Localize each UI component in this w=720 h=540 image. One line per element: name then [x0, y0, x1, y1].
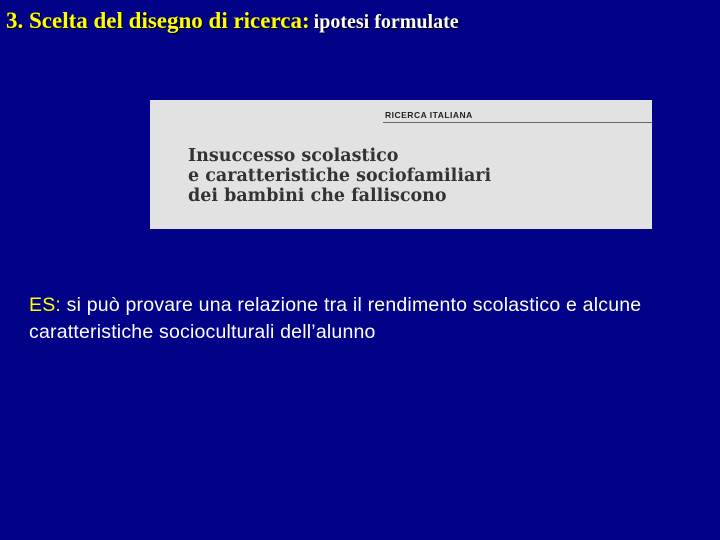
example-text: si può provare una relazione tra il rendimento scolastico e alcune caratteristiche socioculturali dell’alunno	[29, 294, 642, 343]
slide-title-main: 3. Scelta del disegno di ricerca:	[6, 8, 310, 33]
scanned-article-clipping	[150, 100, 652, 229]
clipping-headline	[188, 146, 491, 206]
slide-title	[6, 8, 459, 34]
slide-title-sub: ipotesi formulate	[313, 11, 459, 33]
clipping-headline-line-3: dei bambini che falliscono	[188, 186, 447, 206]
clipping-headline-line-2: e caratteristiche sociofamiliari	[188, 166, 492, 186]
clipping-rule	[383, 122, 652, 123]
example-paragraph	[29, 292, 699, 346]
clipping-headline-line-1: Insuccesso scolastico	[188, 146, 399, 166]
clipping-section-header: RICERCA ITALIANA	[385, 110, 473, 120]
example-label: ES:	[29, 294, 62, 316]
